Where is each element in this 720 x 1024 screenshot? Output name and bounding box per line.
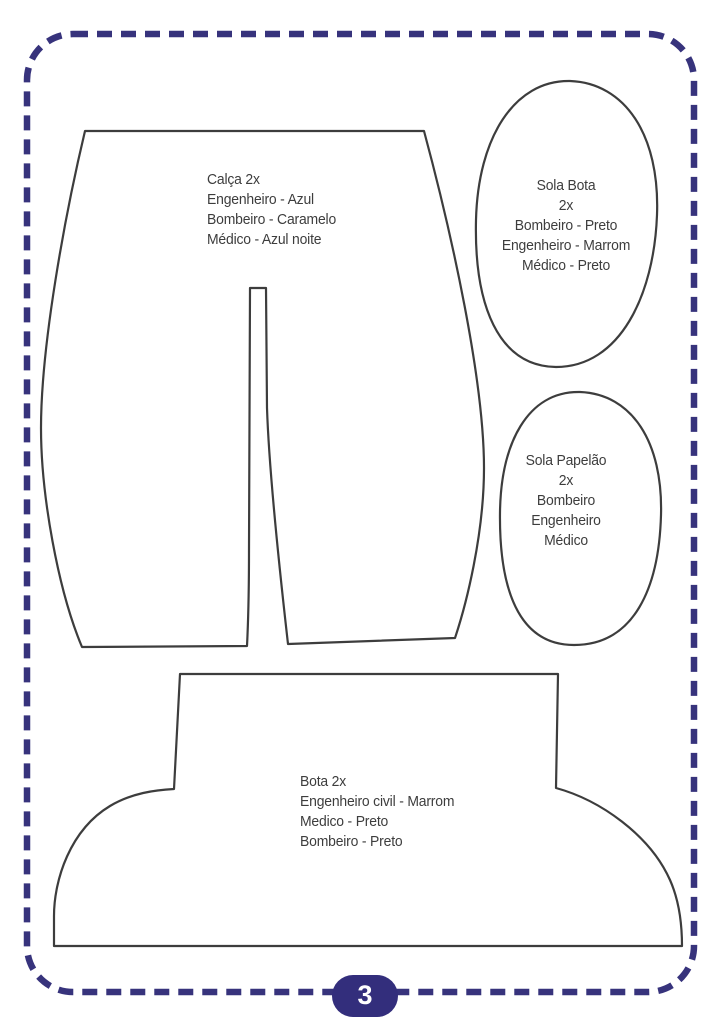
boot-label (300, 772, 454, 852)
pattern-label-line: Bombeiro - Caramelo (207, 211, 337, 228)
pattern-label-line: Médico (544, 532, 588, 549)
page-number: 3 (357, 979, 373, 1010)
page-number-badge (332, 975, 398, 1017)
pattern-label-line: 2x (558, 197, 574, 214)
pants-label (207, 170, 336, 250)
pattern-label-line: Médico - Azul noite (207, 231, 322, 248)
pattern-label-line: Bombeiro - Preto (300, 833, 403, 850)
pattern-label-line: 2x (558, 472, 574, 489)
pattern-label-line: Bombeiro (536, 492, 596, 509)
pattern-label-line: Bombeiro - Preto (514, 217, 618, 234)
pattern-label-line: Engenheiro - Azul (207, 191, 314, 208)
pattern-label-line: Engenheiro civil - Marrom (300, 793, 455, 810)
pattern-label-line: Calça 2x (207, 171, 260, 188)
pattern-label-line: Engenheiro - Marrom (501, 237, 631, 254)
boot-sole-label (502, 176, 630, 276)
cardboard-sole-label (526, 451, 607, 551)
pattern-label-line: Medico - Preto (300, 813, 389, 830)
pattern-label-line: Sola Papelão (525, 452, 607, 469)
pattern-label-line: Sola Bota (536, 177, 596, 194)
pattern-label-line: Médico - Preto (521, 257, 611, 274)
pattern-label-line: Engenheiro (531, 512, 601, 529)
pattern-label-line: Bota 2x (300, 773, 347, 790)
